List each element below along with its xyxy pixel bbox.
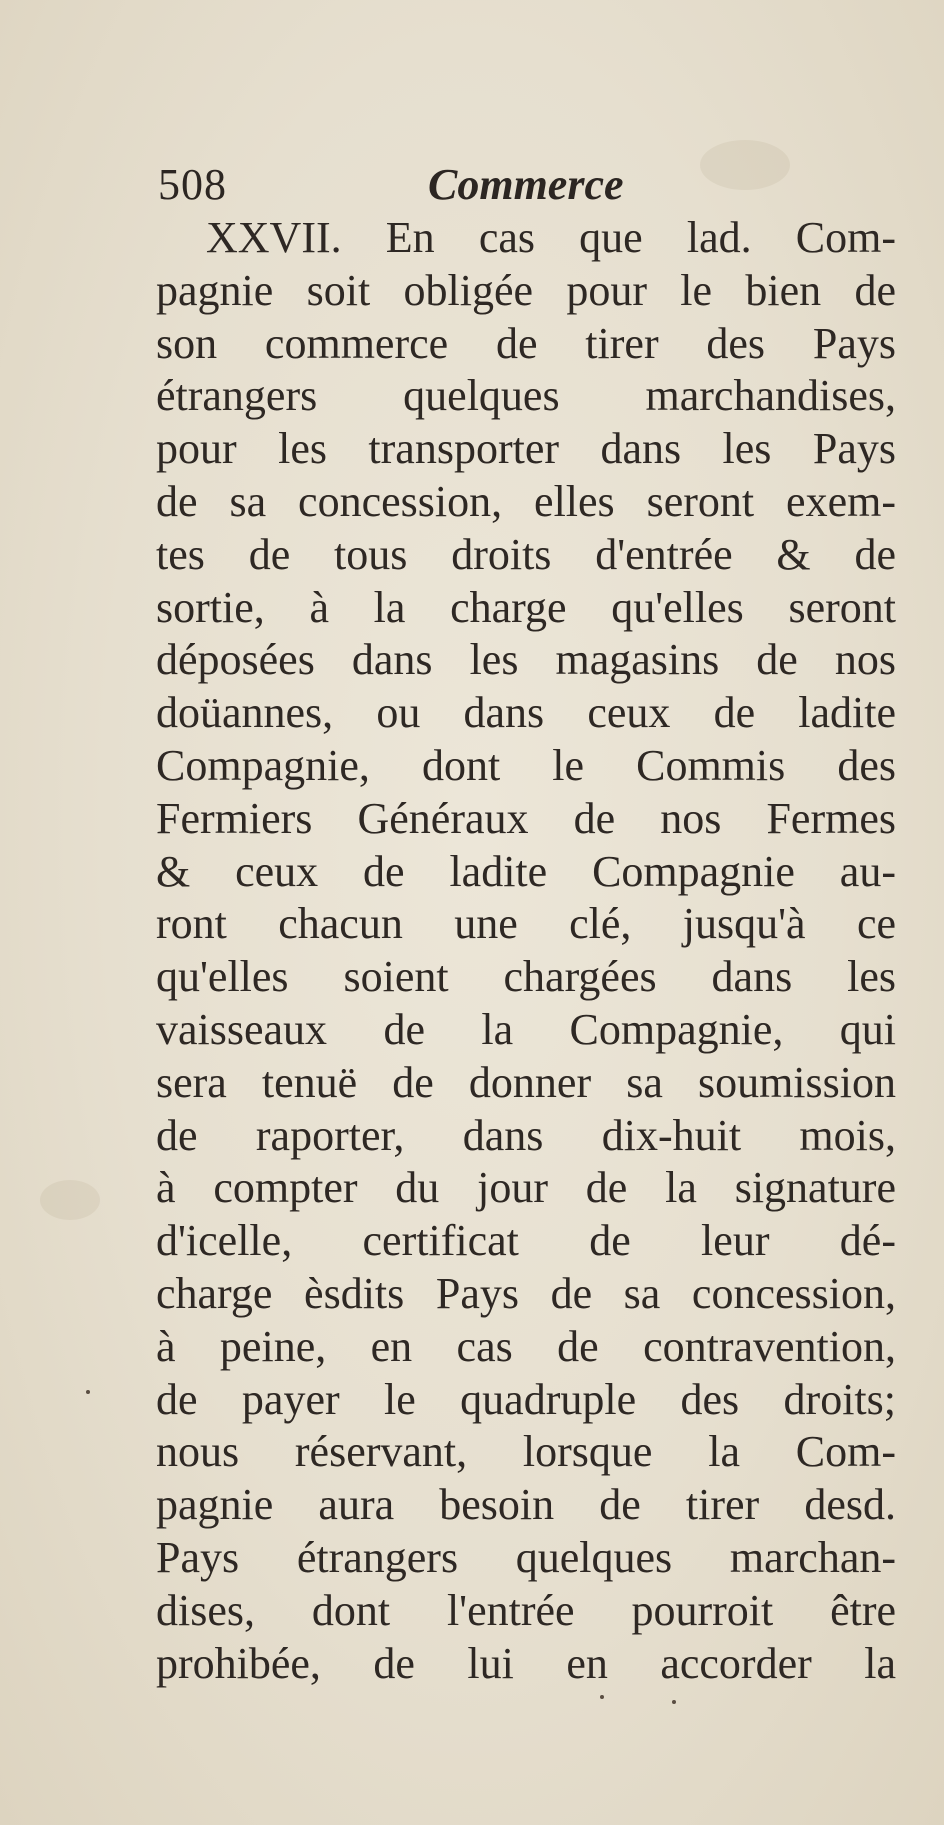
text-line: dises, dont l'entrée pourroit être xyxy=(156,1585,896,1635)
text-line: déposées dans les magasins de nos xyxy=(156,635,896,685)
text-line: & ceux de ladite Compagnie au- xyxy=(156,846,896,896)
text-line: qu'elles soient chargées dans les xyxy=(156,952,896,1002)
text-line: à compter du jour de la signature xyxy=(156,1163,896,1213)
article-text xyxy=(156,212,896,1690)
page-number: 508 xyxy=(158,160,227,209)
text-line: étrangers quelques marchandises, xyxy=(156,371,896,421)
text-line: son commerce de tirer des Pays xyxy=(156,318,896,368)
text-line: à peine, en cas de contravention, xyxy=(156,1321,896,1371)
text-line: charge èsdits Pays de sa concession, xyxy=(156,1268,896,1318)
text-line: de raporter, dans dix-huit mois, xyxy=(156,1110,896,1160)
ink-speck xyxy=(86,1390,90,1394)
text-line: sera tenuë de donner sa soumission xyxy=(156,1057,896,1107)
text-line: XXVII. En cas que lad. Com- xyxy=(206,213,896,262)
ink-speck xyxy=(600,1695,604,1699)
text-line: de sa concession, elles seront exem- xyxy=(156,476,896,526)
text-line: Fermiers Généraux de nos Fermes xyxy=(156,793,896,843)
text-line: pour les transporter dans les Pays xyxy=(156,424,896,474)
text-line: Compagnie, dont le Commis des xyxy=(156,740,896,790)
ink-speck xyxy=(672,1700,676,1704)
text-line: doüannes, ou dans ceux de ladite xyxy=(156,688,896,738)
running-head xyxy=(158,150,878,220)
text-line: d'icelle, certificat de leur dé- xyxy=(156,1216,896,1266)
text-line: prohibée, de lui en accorder la xyxy=(156,1638,896,1688)
text-line: vaisseaux de la Compagnie, qui xyxy=(156,1004,896,1054)
running-title: Commerce xyxy=(428,160,624,209)
text-line: Pays étrangers quelques marchan- xyxy=(156,1532,896,1582)
text-line: de payer le quadruple des droits; xyxy=(156,1374,896,1424)
text-line: nous réservant, lorsque la Com- xyxy=(156,1427,896,1477)
paper-stain xyxy=(40,1180,100,1220)
text-line: sortie, à la charge qu'elles seront xyxy=(156,582,896,632)
text-line: ront chacun une clé, jusqu'à ce xyxy=(156,899,896,949)
text-line: tes de tous droits d'entrée & de xyxy=(156,529,896,579)
text-line: pagnie soit obligée pour le bien de xyxy=(156,265,896,315)
text-line: pagnie aura besoin de tirer desd. xyxy=(156,1480,896,1530)
